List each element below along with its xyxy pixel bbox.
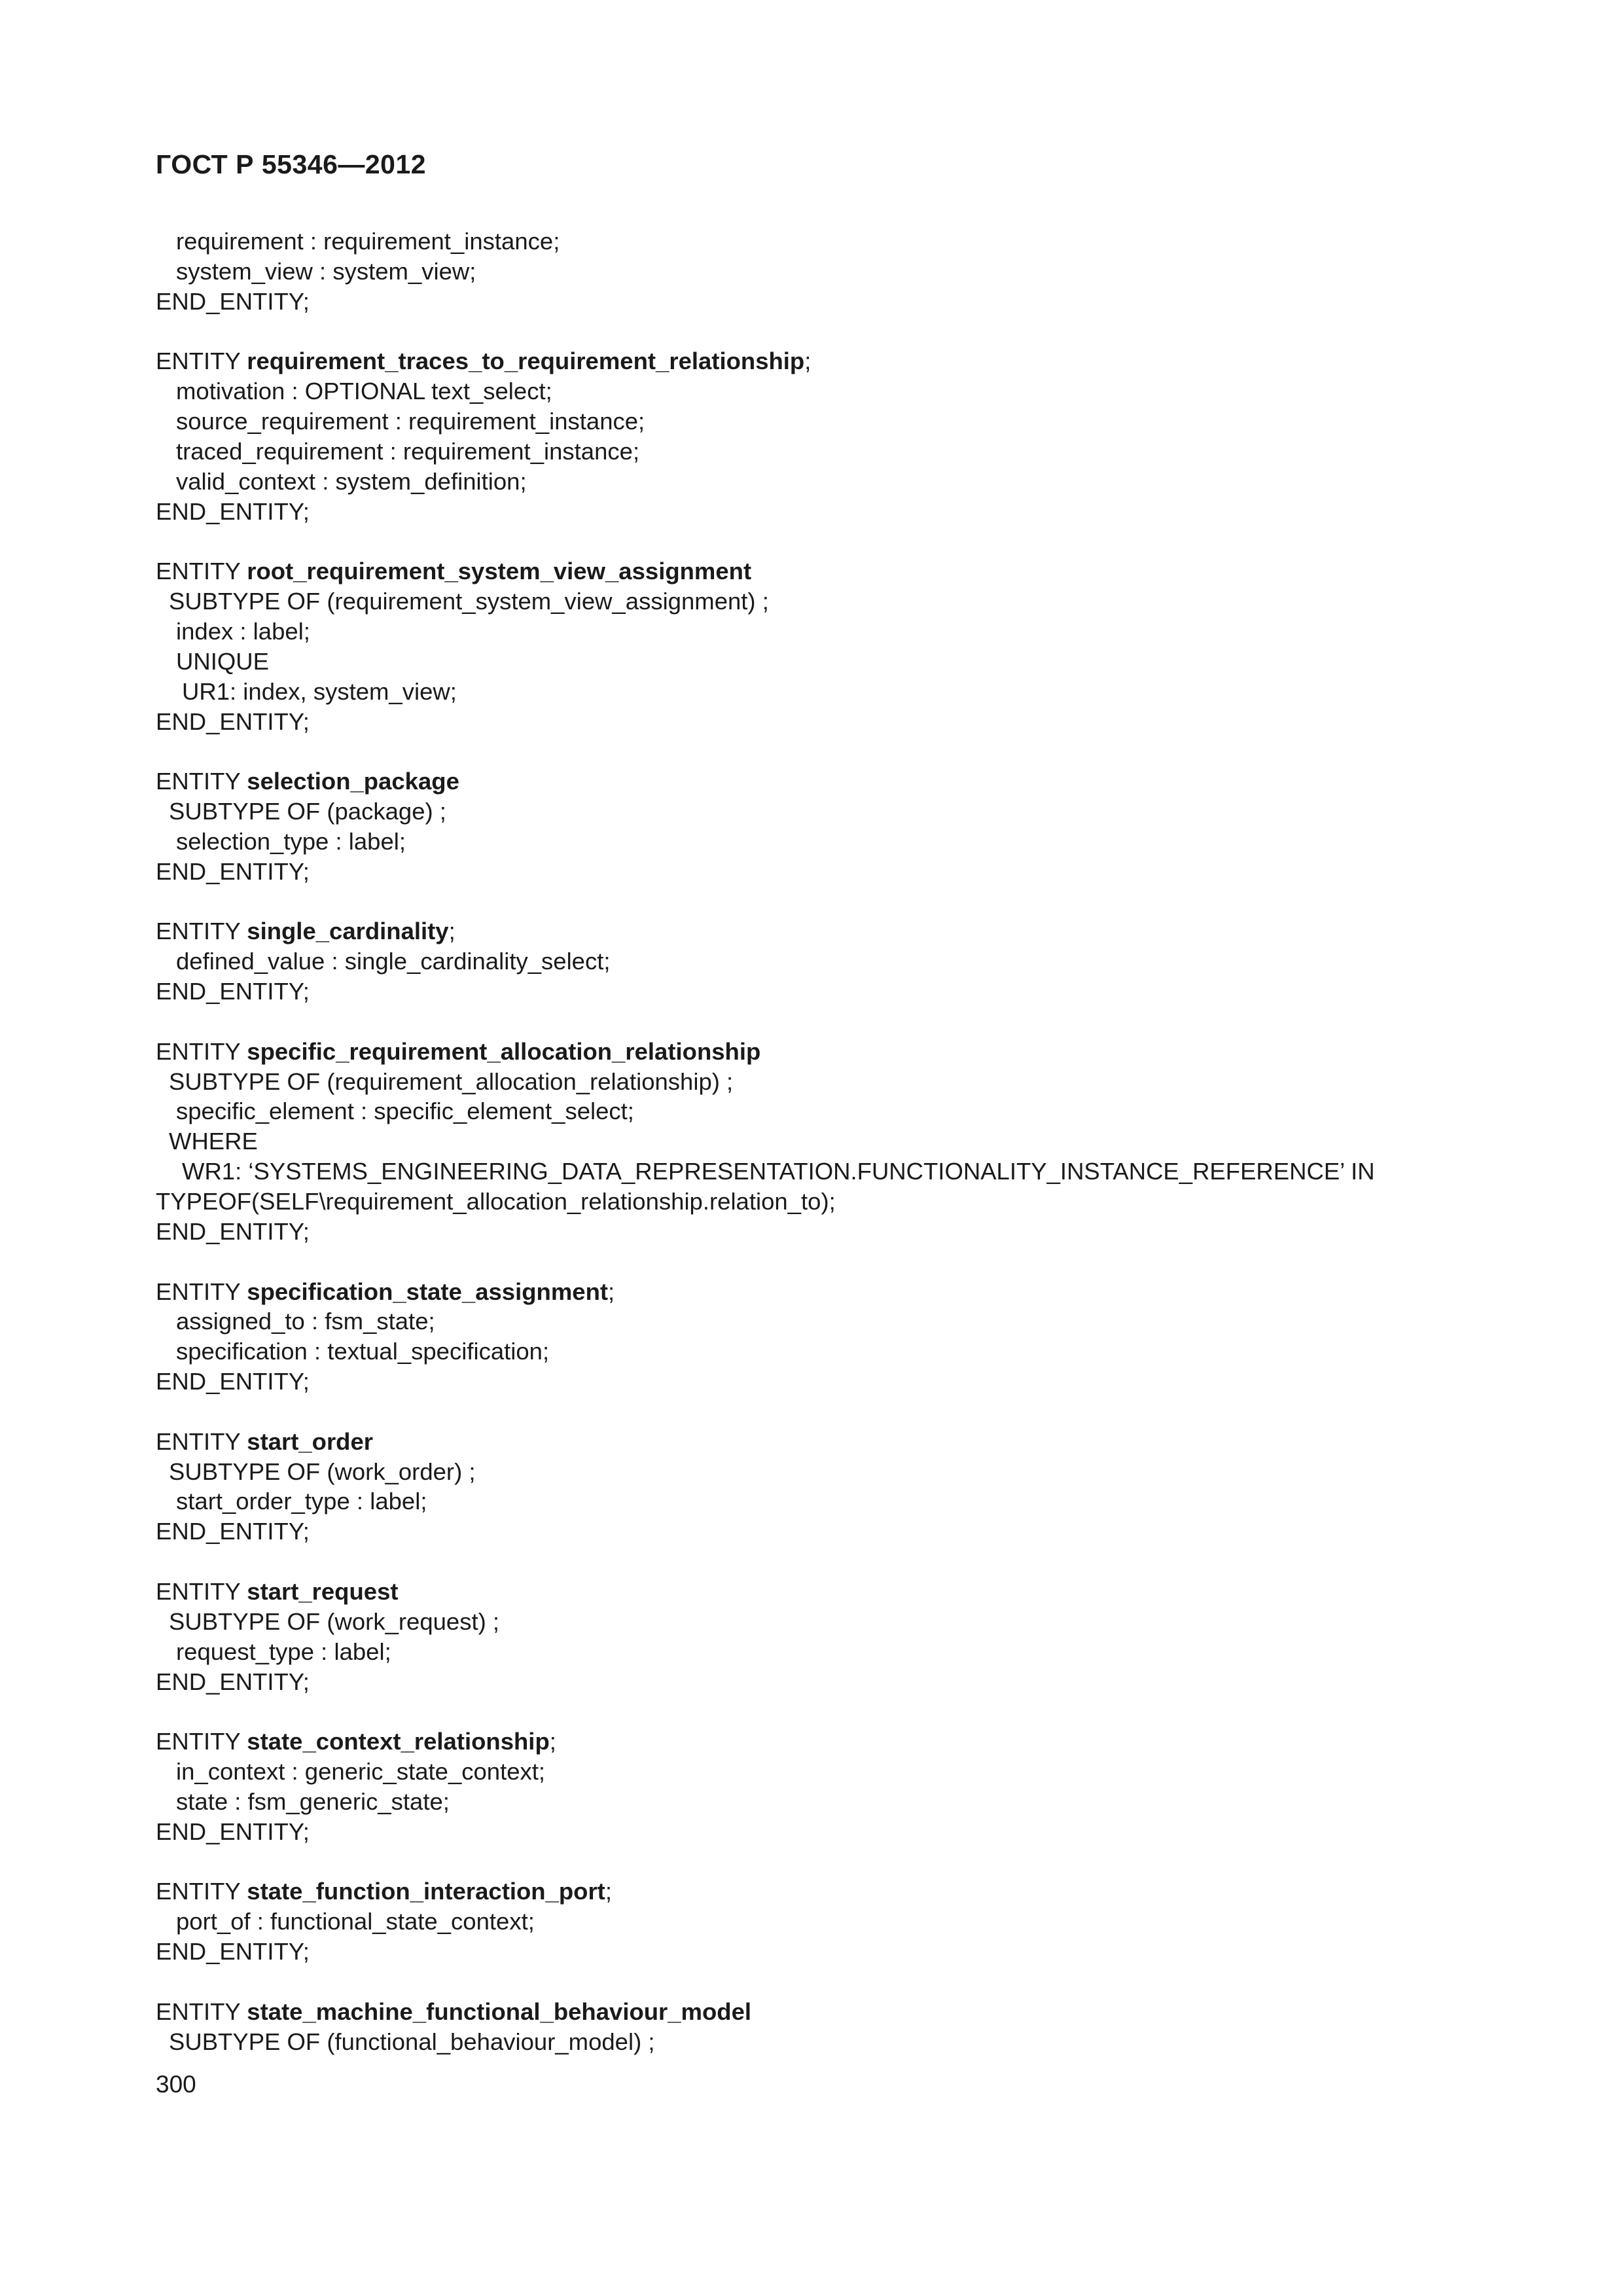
entity-declaration <box>156 1577 1504 1607</box>
entity-keyword: ENTITY <box>156 1998 247 2025</box>
code-line: END_ENTITY; <box>156 287 310 315</box>
blank-line <box>156 1847 1504 1877</box>
entity-declaration <box>156 1037 1504 1067</box>
code-line: END_ENTITY; <box>156 1217 310 1245</box>
code-line: request_type : label; <box>176 1638 391 1665</box>
code-line: END_ENTITY; <box>156 978 310 1005</box>
entity-keyword: ENTITY <box>156 1878 247 1905</box>
code-line: WHERE <box>169 1128 258 1155</box>
entity-keyword: ENTITY <box>156 768 247 795</box>
code-line: traced_requirement : requirement_instance; <box>176 437 640 465</box>
entity-name: specific_requirement_allocation_relationship <box>247 1037 761 1065</box>
blank-line <box>156 1696 1504 1727</box>
code-line: start_order_type : label; <box>176 1488 427 1515</box>
blank-line <box>156 1967 1504 1997</box>
code-line: valid_context : system_definition; <box>176 467 527 495</box>
entity-declaration <box>156 766 1504 797</box>
blank-line <box>156 1247 1504 1277</box>
entity-declaration <box>156 916 1504 946</box>
code-line: WR1: ‘SYSTEMS_ENGINEERING_DATA_REPRESENTATION.FUNCTIONALITY_INSTANCE_REFERENCE’ IN <box>182 1158 1375 1185</box>
entity-declaration <box>156 1876 1504 1907</box>
blank-line <box>156 526 1504 556</box>
entity-declaration <box>156 1997 1504 2027</box>
entity-terminator: ; <box>608 1278 615 1305</box>
entity-name: start_order <box>247 1427 373 1455</box>
entity-name: state_function_interaction_port <box>247 1878 605 1905</box>
code-line: SUBTYPE OF (work_request) ; <box>169 1607 500 1635</box>
entity-name: requirement_traces_to_requirement_relationship <box>247 348 805 375</box>
entity-declaration <box>156 346 1504 376</box>
blank-line <box>156 1007 1504 1037</box>
code-line: END_ENTITY; <box>156 1518 310 1545</box>
page-number: 300 <box>156 2071 196 2098</box>
code-line: state : fsm_generic_state; <box>176 1787 450 1815</box>
entity-name: selection_package <box>247 768 459 795</box>
entity-name: specification_state_assignment <box>247 1278 609 1305</box>
entity-terminator: ; <box>549 1728 556 1755</box>
code-line: system_view : system_view; <box>176 257 476 285</box>
code-line: SUBTYPE OF (requirement_system_view_assignment) ; <box>169 588 769 615</box>
code-line: UR1: index, system_view; <box>182 677 457 705</box>
code-line: source_requirement : requirement_instance; <box>176 408 645 435</box>
code-line: END_ENTITY; <box>156 708 310 735</box>
code-line: END_ENTITY; <box>156 1668 310 1695</box>
entity-keyword: ENTITY <box>156 348 247 375</box>
code-line: END_ENTITY; <box>156 857 310 885</box>
code-line: END_ENTITY; <box>156 1818 310 1845</box>
entity-name: state_machine_functional_behaviour_model <box>247 1998 752 2025</box>
code-line: SUBTYPE OF (work_order) ; <box>169 1458 476 1485</box>
blank-line <box>156 887 1504 917</box>
code-line: SUBTYPE OF (requirement_allocation_relationship) ; <box>169 1067 734 1095</box>
entity-keyword: ENTITY <box>156 1577 247 1605</box>
code-line: END_ENTITY; <box>156 1938 310 1965</box>
code-line: requirement : requirement_instance; <box>176 228 560 255</box>
entity-declaration <box>156 556 1504 586</box>
entity-declaration <box>156 1277 1504 1307</box>
code-line: END_ENTITY; <box>156 497 310 525</box>
page-header-standard-id: ГОСТ Р 55346—2012 <box>156 149 427 179</box>
code-line: port_of : functional_state_context; <box>176 1908 535 1935</box>
entity-keyword: ENTITY <box>156 558 247 585</box>
entity-keyword: ENTITY <box>156 1728 247 1755</box>
express-schema-listing <box>156 226 1504 2056</box>
code-line: SUBTYPE OF (functional_behaviour_model) ; <box>169 2028 655 2055</box>
code-line: END_ENTITY; <box>156 1368 310 1395</box>
entity-name: single_cardinality <box>247 918 449 945</box>
blank-line <box>156 1547 1504 1577</box>
code-line: selection_type : label; <box>176 827 406 855</box>
entity-terminator: ; <box>605 1878 612 1905</box>
code-line: index : label; <box>176 617 310 645</box>
blank-line <box>156 1397 1504 1427</box>
entity-name: root_requirement_system_view_assignment <box>247 558 752 585</box>
entity-terminator: ; <box>448 918 455 945</box>
entity-declaration <box>156 1727 1504 1757</box>
entity-keyword: ENTITY <box>156 918 247 945</box>
code-line: UNIQUE <box>176 647 269 675</box>
code-line: TYPEOF(SELF\requirement_allocation_relationship.relation_to); <box>156 1188 836 1215</box>
code-line: motivation : OPTIONAL text_select; <box>176 378 552 405</box>
entity-keyword: ENTITY <box>156 1037 247 1065</box>
entity-name: state_context_relationship <box>247 1728 550 1755</box>
blank-line <box>156 736 1504 766</box>
code-line: assigned_to : fsm_state; <box>176 1308 435 1335</box>
entity-declaration <box>156 1427 1504 1457</box>
entity-name: start_request <box>247 1577 399 1605</box>
entity-keyword: ENTITY <box>156 1278 247 1305</box>
blank-line <box>156 317 1504 347</box>
entity-keyword: ENTITY <box>156 1427 247 1455</box>
code-line: defined_value : single_cardinality_select; <box>176 948 611 975</box>
entity-terminator: ; <box>804 348 812 375</box>
code-line: in_context : generic_state_context; <box>176 1758 546 1785</box>
code-line: specific_element : specific_element_select; <box>176 1098 634 1125</box>
code-line: specification : textual_specification; <box>176 1338 550 1365</box>
code-line: SUBTYPE OF (package) ; <box>169 798 446 825</box>
